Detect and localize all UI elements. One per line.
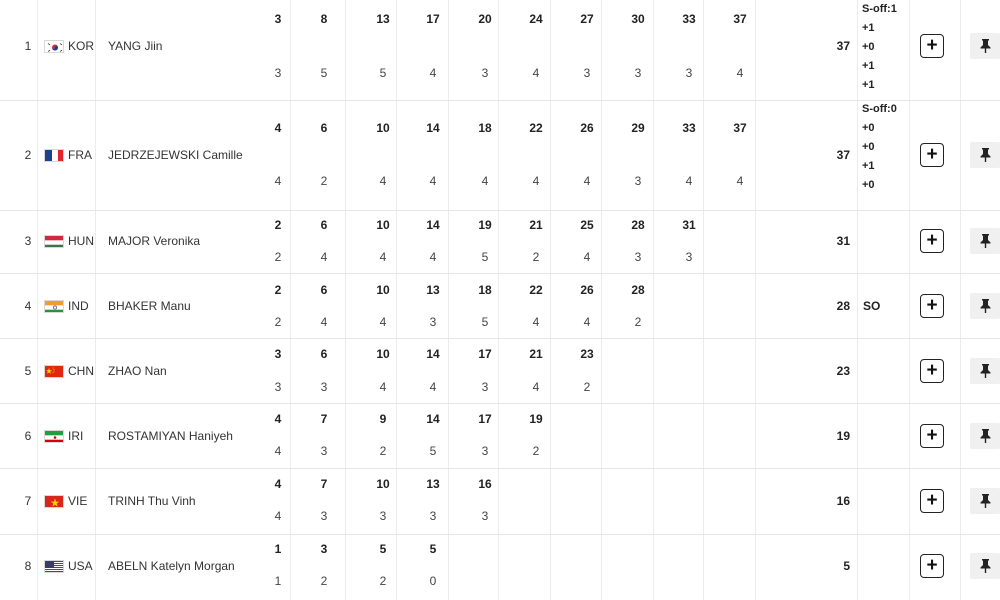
noc-code: FRA: [68, 148, 92, 162]
series-score: 5: [429, 444, 437, 458]
shootoff-label: S-off:1: [862, 3, 897, 15]
noc-code: VIE: [68, 494, 88, 508]
cumulative-score: 5: [379, 542, 387, 556]
series-score: 3: [320, 380, 328, 394]
cumulative-score: 5: [429, 542, 437, 556]
series-score: 3: [685, 250, 693, 264]
total-score: 31: [836, 234, 850, 248]
total-score: 37: [836, 148, 850, 162]
usa-flag: [44, 560, 64, 573]
series-score: 4: [379, 250, 387, 264]
cumulative-score: 33: [682, 12, 696, 26]
athlete-name: YANG Jiin: [108, 39, 163, 53]
series-score: 3: [274, 380, 282, 394]
cumulative-score: 2: [274, 218, 282, 232]
cumulative-score: 16: [478, 477, 492, 491]
cumulative-score: 8: [320, 12, 328, 26]
cumulative-score: 22: [529, 121, 543, 135]
athlete-name: ABELN Katelyn Morgan: [108, 559, 235, 573]
athlete-name: ZHAO Nan: [108, 364, 167, 378]
plus-icon: +: [926, 360, 938, 381]
series-score: 4: [532, 315, 540, 329]
series-score: 3: [634, 174, 642, 188]
cumulative-score: 6: [320, 121, 328, 135]
series-score: 2: [379, 574, 387, 588]
series-score: 4: [481, 174, 489, 188]
cumulative-score: 14: [426, 218, 440, 232]
series-score: 3: [320, 509, 328, 523]
cumulative-score: 10: [376, 347, 390, 361]
series-score: 4: [429, 380, 437, 394]
series-score: 4: [583, 250, 591, 264]
series-score: 2: [379, 444, 387, 458]
shootoff-result: +0: [862, 41, 875, 53]
series-score: 0: [429, 574, 437, 588]
shootoff-result: +0: [862, 141, 875, 153]
cumulative-score: 4: [274, 412, 282, 426]
series-score: 5: [481, 315, 489, 329]
cumulative-score: 33: [682, 121, 696, 135]
series-score: 4: [429, 66, 437, 80]
cumulative-score: 19: [478, 218, 492, 232]
rank-cell: 3: [24, 234, 32, 248]
cumulative-score: 13: [426, 283, 440, 297]
series-score: 4: [532, 174, 540, 188]
cumulative-score: 28: [631, 218, 645, 232]
cumulative-score: 9: [379, 412, 387, 426]
cumulative-score: 3: [274, 347, 282, 361]
noc-code: HUN: [68, 234, 94, 248]
cumulative-score: 19: [529, 412, 543, 426]
cumulative-score: 37: [733, 121, 747, 135]
plus-icon: +: [926, 295, 938, 316]
noc-code: IND: [68, 299, 89, 313]
shootoff-result: +1: [862, 79, 875, 91]
plus-icon: +: [926, 490, 938, 511]
series-score: 2: [532, 250, 540, 264]
cumulative-score: 10: [376, 121, 390, 135]
cumulative-score: 10: [376, 477, 390, 491]
cumulative-score: 23: [580, 347, 594, 361]
total-score: 28: [836, 299, 850, 313]
series-score: 4: [532, 66, 540, 80]
cumulative-score: 18: [478, 121, 492, 135]
rank-cell: 7: [24, 494, 32, 508]
cumulative-score: 31: [682, 218, 696, 232]
cumulative-score: 26: [580, 121, 594, 135]
series-score: 4: [379, 380, 387, 394]
rank-cell: 5: [24, 364, 32, 378]
pin-icon: [980, 559, 991, 573]
series-score: 4: [320, 315, 328, 329]
series-score: 4: [274, 174, 282, 188]
series-score: 5: [379, 66, 387, 80]
expand-button[interactable]: [920, 554, 944, 578]
rank-cell: 8: [24, 559, 32, 573]
cumulative-score: 22: [529, 283, 543, 297]
series-score: 3: [429, 315, 437, 329]
series-score: 3: [481, 444, 489, 458]
athlete-name: JEDRZEJEWSKI Camille: [108, 148, 243, 162]
cumulative-score: 21: [529, 218, 543, 232]
series-score: 4: [379, 174, 387, 188]
series-score: 4: [685, 174, 693, 188]
series-score: 3: [481, 66, 489, 80]
cumulative-score: 10: [376, 283, 390, 297]
series-score: 3: [634, 66, 642, 80]
cumulative-score: 10: [376, 218, 390, 232]
series-score: 4: [379, 315, 387, 329]
series-score: 2: [274, 250, 282, 264]
plus-icon: +: [926, 555, 938, 576]
cumulative-score: 30: [631, 12, 645, 26]
series-score: 2: [320, 574, 328, 588]
cumulative-score: 6: [320, 347, 328, 361]
athlete-name: ROSTAMIYAN Haniyeh: [108, 429, 233, 443]
plus-icon: +: [926, 144, 938, 165]
cumulative-score: 6: [320, 218, 328, 232]
cumulative-score: 29: [631, 121, 645, 135]
cumulative-score: 4: [274, 121, 282, 135]
shootoff-result: +1: [862, 160, 875, 172]
shootoff-result: +0: [862, 122, 875, 134]
series-score: 4: [320, 250, 328, 264]
cumulative-score: 20: [478, 12, 492, 26]
cumulative-score: 3: [274, 12, 282, 26]
cumulative-score: 17: [478, 347, 492, 361]
cumulative-score: 1: [274, 542, 282, 556]
cumulative-score: 26: [580, 283, 594, 297]
pin-button[interactable]: [970, 553, 1000, 579]
cumulative-score: 17: [478, 412, 492, 426]
series-score: 4: [583, 315, 591, 329]
rank-cell: 1: [24, 39, 32, 53]
shootoff-label: S-off:0: [862, 103, 897, 115]
cumulative-score: 21: [529, 347, 543, 361]
rank-cell: 2: [24, 148, 32, 162]
cumulative-score: 2: [274, 283, 282, 297]
cumulative-score: 25: [580, 218, 594, 232]
athlete-name: MAJOR Veronika: [108, 234, 201, 248]
plus-icon: +: [926, 425, 938, 446]
shootoff-result: +0: [862, 179, 875, 191]
total-score: 37: [836, 39, 850, 53]
series-score: 2: [634, 315, 642, 329]
series-score: 5: [481, 250, 489, 264]
series-score: 3: [320, 444, 328, 458]
series-score: 3: [481, 509, 489, 523]
series-score: 4: [736, 174, 744, 188]
total-score: 23: [836, 364, 850, 378]
series-score: 5: [320, 66, 328, 80]
series-score: 3: [379, 509, 387, 523]
cumulative-score: 27: [580, 12, 594, 26]
cumulative-score: 7: [320, 477, 328, 491]
plus-icon: +: [926, 35, 938, 56]
cumulative-score: 24: [529, 12, 543, 26]
cumulative-score: 18: [478, 283, 492, 297]
cumulative-score: 14: [426, 347, 440, 361]
series-score: 4: [429, 250, 437, 264]
shootoff-result: +1: [862, 22, 875, 34]
series-score: 3: [429, 509, 437, 523]
cumulative-score: 14: [426, 412, 440, 426]
cumulative-score: 13: [426, 477, 440, 491]
series-score: 3: [583, 66, 591, 80]
series-score: 3: [634, 250, 642, 264]
series-score: 2: [274, 315, 282, 329]
series-score: 4: [736, 66, 744, 80]
series-score: 3: [685, 66, 693, 80]
athlete-name: BHAKER Manu: [108, 299, 191, 313]
series-score: 3: [481, 380, 489, 394]
cumulative-score: 6: [320, 283, 328, 297]
athlete-name: TRINH Thu Vinh: [108, 494, 196, 508]
total-score: 5: [843, 559, 850, 573]
plus-icon: +: [926, 230, 938, 251]
cumulative-score: 17: [426, 12, 440, 26]
cumulative-score: 7: [320, 412, 328, 426]
series-score: 4: [532, 380, 540, 394]
series-score: 4: [274, 444, 282, 458]
noc-code: USA: [68, 559, 93, 573]
series-score: 3: [274, 66, 282, 80]
series-score: 4: [583, 174, 591, 188]
series-score: 2: [583, 380, 591, 394]
rank-cell: 6: [24, 429, 32, 443]
series-score: 2: [320, 174, 328, 188]
cumulative-score: 28: [631, 283, 645, 297]
series-score: 2: [532, 444, 540, 458]
shootoff-badge: SO: [863, 299, 881, 313]
total-score: 19: [836, 429, 850, 443]
series-score: 1: [274, 574, 282, 588]
noc-code: IRI: [68, 429, 84, 443]
total-score: 16: [836, 494, 850, 508]
noc-code: CHN: [68, 364, 94, 378]
series-score: 4: [429, 174, 437, 188]
cumulative-score: 3: [320, 542, 328, 556]
noc-code: KOR: [68, 39, 95, 53]
cumulative-score: 37: [733, 12, 747, 26]
cumulative-score: 13: [376, 12, 390, 26]
cumulative-score: 14: [426, 121, 440, 135]
cumulative-score: 4: [274, 477, 282, 491]
shootoff-result: +1: [862, 60, 875, 72]
rank-cell: 4: [24, 299, 32, 313]
series-score: 4: [274, 509, 282, 523]
